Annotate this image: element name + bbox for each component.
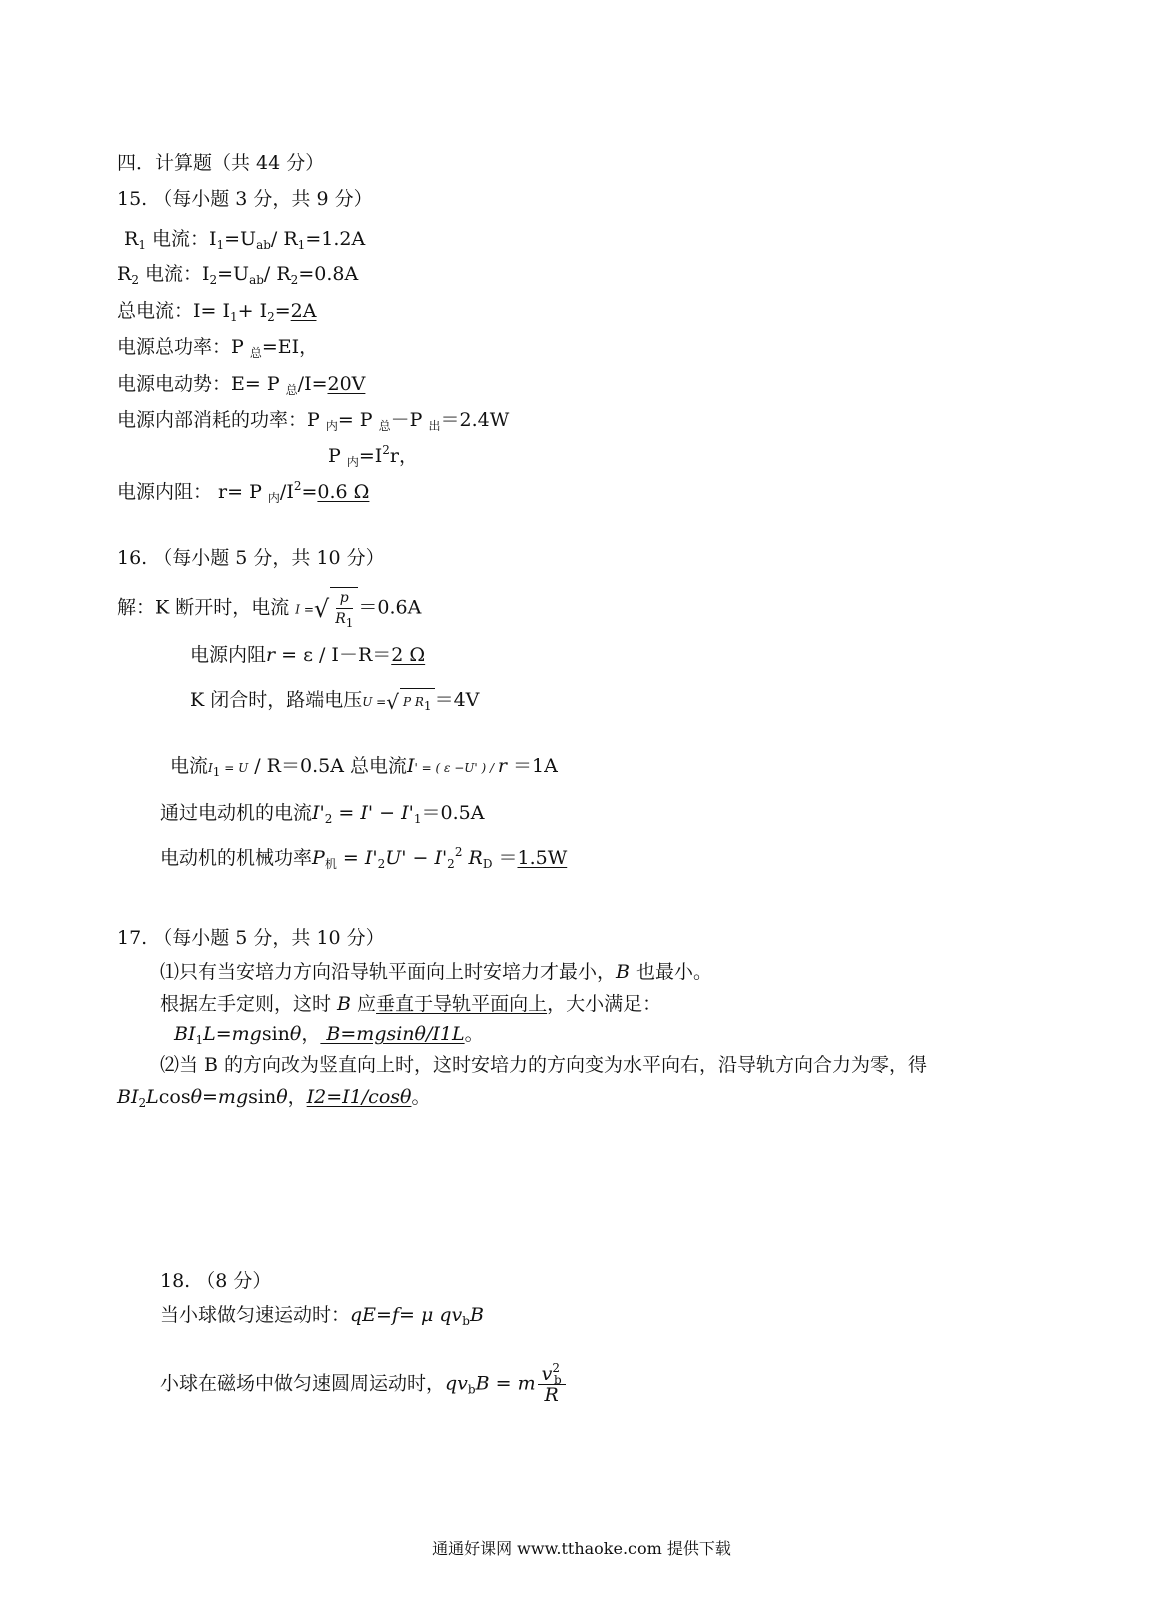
q17-line-5: $BI_2Lcos\theta=mgsin\theta$，I2=I1/cosθ。 — [117, 1086, 431, 1110]
q17-line-1: ⑴只有当安培力方向沿导轨平面向上时安培力才最小，B 也最小。 — [160, 961, 713, 983]
q15-line-total: 总电流：$I= I_1+ I_2=2A$ — [117, 300, 317, 324]
footer-credit: 通通好课网 www.tthaoke.com 提供下载 — [432, 1539, 731, 1558]
q18-line-2: 小球在磁场中做匀速圆周运动时，$qv_bB = m$ $\frac{v^2_b}{R}$ — [160, 1364, 568, 1405]
q17-line-3: $BI_1L=mgsin\theta$， B=mgsinθ/I1L。 — [174, 1023, 484, 1047]
q15-line-inner-power-2: P $_内=I^2r$， — [328, 443, 419, 469]
q16-line-5: 通过电动机的电流$I'_2 = I' - I'_1=0.5A$ — [160, 802, 485, 826]
q15-line-emf: 电源电动势：E= P $_总$/I=20V — [117, 373, 366, 397]
q16-line-2: 电源内阻r = ε / I－R＝2 Ω — [190, 644, 426, 666]
q18-header: 18. （8 分） — [160, 1270, 272, 1292]
q15-line-inner-power: 电源内部消耗的功率：P $_内$= P $_总$－P $_出$＝2.4W — [117, 409, 510, 433]
q15-line-r1: $R_1$ 电流：$I_1=U_{ab}/$ $R_1=1.2A$ — [124, 228, 366, 252]
q15-line-r2: $R_2$ 电流：$I_2=U_{ab}/$ $R_2=0.8A$ — [117, 263, 359, 287]
q17-line-2: 根据左手定则，这时 B 应垂直于导轨平面向上，大小满足： — [160, 993, 662, 1015]
q16-line-6: 电动机的机械功率$P_机 = I'_2U' - I'_2^2$ $R_D =1.5W$ — [160, 845, 568, 871]
q16-header: 16. （每小题 5 分，共 10 分） — [117, 547, 385, 569]
section-title: 四．计算题（共 44 分） — [117, 152, 325, 174]
q17-header: 17. （每小题 5 分，共 10 分） — [117, 927, 385, 949]
q15-line-resistance: 电源内阻： r= P $_内/I^2=0.6$ Ω — [117, 479, 370, 505]
q16-line-4: 电流$I_1 = U / R=0.5A$ 总电流I' = ( ε −U' ) / r ＝1A — [170, 755, 558, 779]
q17-line-4: ⑵当 B 的方向改为竖直向上时，这时安培力的方向变为水平向右，沿导轨方向合力为零，得 — [160, 1054, 928, 1076]
q16-line-3: K 闭合时，路端电压U =√ P $R_1 =4V$ — [190, 689, 480, 714]
q16-line-1: 解：K 断开时，电流 I =√ $\frac{p}{R_1}$ ＝0.6A — [117, 587, 421, 629]
q18-line-1: 当小球做匀速运动时：qE=f= μ $qv_bB$ — [160, 1304, 484, 1328]
q15-line-power: 电源总功率：P $_总$=EI， — [117, 336, 319, 360]
q15-header: 15. （每小题 3 分，共 9 分） — [117, 188, 373, 210]
